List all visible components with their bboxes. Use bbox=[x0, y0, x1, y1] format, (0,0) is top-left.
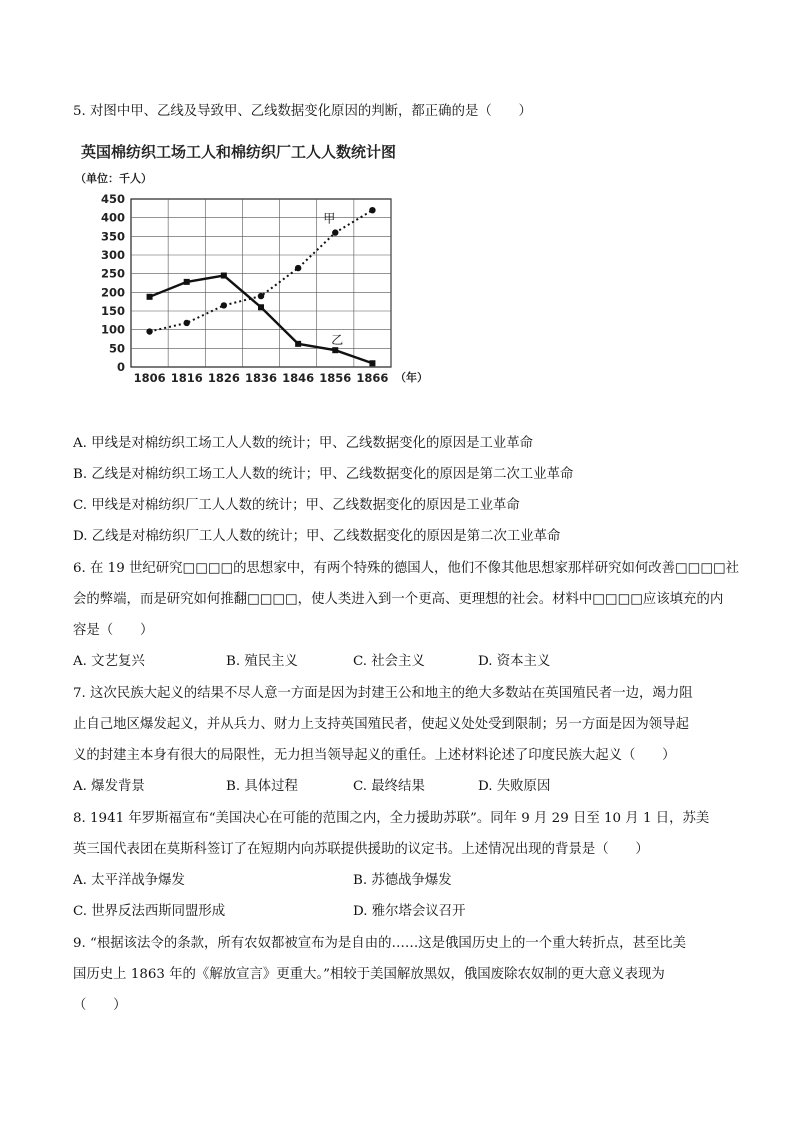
x-tick-label: 1856 bbox=[319, 371, 352, 385]
y-tick-label: 350 bbox=[100, 229, 125, 244]
q8-option-a: A. 太平洋战争爆发 bbox=[73, 873, 185, 888]
series-line-1 bbox=[150, 210, 373, 331]
y-tick-label: 450 bbox=[100, 192, 125, 206]
x-tick-label: 1816 bbox=[170, 371, 203, 385]
q6-line-2: 会的弊端，而是研究如何推翻□□□□，使人类进入到一个更高、更理想的社会。材料中□□□□应该填充的内 bbox=[73, 592, 724, 607]
series-point bbox=[147, 294, 153, 300]
x-tick-label: 1846 bbox=[282, 371, 315, 385]
series-point bbox=[295, 265, 301, 271]
y-tick-label: 300 bbox=[100, 248, 125, 262]
y-tick-label: 0 bbox=[116, 360, 125, 374]
series-point bbox=[295, 341, 301, 347]
q8-option-c: C. 世界反法西斯同盟形成 bbox=[73, 904, 226, 919]
q8-option-b: B. 苏德战争爆发 bbox=[353, 873, 452, 888]
q5-stem: 5. 对图中甲、乙线及导致甲、乙线数据变化原因的判断，都正确的是（ ） bbox=[73, 104, 532, 119]
series-line-2 bbox=[150, 276, 373, 364]
q7-line-1: 7. 这次民族大起义的结果不尽人意一方面是因为封建王公和地主的绝大多数站在英国殖民者一边，竭力阻 bbox=[73, 686, 693, 701]
line-chart bbox=[73, 133, 433, 393]
series-point bbox=[332, 347, 338, 353]
series-name-label: 甲 bbox=[323, 211, 336, 226]
q7-option-d: D. 失败原因 bbox=[478, 779, 551, 794]
series-point bbox=[184, 320, 190, 326]
series-point bbox=[332, 229, 338, 235]
q5-option-c: C. 甲线是对棉纺织厂工人人数的统计；甲、乙线数据变化的原因是工业革命 bbox=[73, 498, 520, 513]
plot-frame bbox=[131, 199, 391, 367]
q5-option-d: D. 乙线是对棉纺织厂工人人数的统计；甲、乙线数据变化的原因是第二次工业革命 bbox=[73, 529, 561, 544]
q8-line-1: 8. 1941 年罗斯福宣布“美国决心在可能的范围之内，全力援助苏联”。同年 9 月 29 日至 10 月 1 日，苏美 bbox=[73, 811, 710, 826]
y-tick-label: 250 bbox=[100, 266, 125, 281]
q9-line-2: 国历史上 1863 年的《解放宣言》更重大。”相较于美国解放黑奴，俄国废除农奴制的更大意义表现为 bbox=[73, 967, 665, 982]
q6-option-b: B. 殖民主义 bbox=[226, 654, 298, 669]
chart-series bbox=[146, 207, 375, 366]
series-point bbox=[369, 207, 375, 213]
q8-line-2: 英三国代表团在莫斯科签订了在短期内向苏联提供援助的议定书。上述情况出现的背景是（ ） bbox=[73, 842, 649, 857]
series-point bbox=[258, 293, 264, 299]
q7-line-2: 止自己地区爆发起义，并从兵力、财力上支持英国殖民者，使起义处处受到限制；另一方面是因为领导起 bbox=[73, 717, 689, 732]
chart-axes bbox=[131, 199, 391, 367]
q7-option-c: C. 最终结果 bbox=[353, 779, 425, 794]
chart-title: 英国棉纺织工场工人和棉纺织厂工人人数统计图 bbox=[81, 143, 397, 161]
chart-unit-label: （单位：千人） bbox=[75, 172, 152, 185]
series-name-label: 乙 bbox=[331, 333, 344, 348]
q7-option-a: A. 爆发背景 bbox=[73, 779, 145, 794]
series-point bbox=[221, 302, 227, 308]
x-tick-label: 1836 bbox=[244, 371, 278, 385]
q8-option-d: D. 雅尔塔会议召开 bbox=[353, 904, 466, 919]
x-tick-label: 1806 bbox=[133, 371, 166, 385]
q6-option-c: C. 社会主义 bbox=[353, 654, 425, 669]
chart-ticks bbox=[101, 192, 388, 385]
x-tick-label: 1826 bbox=[207, 371, 240, 385]
series-point bbox=[369, 360, 375, 366]
y-tick-label: 100 bbox=[100, 322, 125, 337]
series-point bbox=[258, 304, 264, 310]
x-axis-label: （年） bbox=[395, 371, 428, 384]
q6-option-d: D. 资本主义 bbox=[478, 654, 551, 669]
y-tick-label: 50 bbox=[108, 341, 125, 356]
q6-option-a: A. 文艺复兴 bbox=[73, 654, 145, 669]
series-point bbox=[221, 273, 227, 279]
q7-line-3: 义的封建主本身有很大的局限性，无力担当领导起义的重任。上述材料论述了印度民族大起义（ ） bbox=[73, 748, 676, 763]
q6-line-1: 6. 在 19 世纪研究□□□□的思想家中，有两个特殊的德国人，他们不像其他思想家那样研究如何改善□□□□社 bbox=[73, 561, 740, 576]
q5-option-b: B. 乙线是对棉纺织工场工人人数的统计；甲、乙线数据变化的原因是第二次工业革命 bbox=[73, 467, 574, 482]
q9-line-3: （ ） bbox=[73, 998, 127, 1013]
q5-option-a: A. 甲线是对棉纺织工场工人人数的统计；甲、乙线数据变化的原因是工业革命 bbox=[73, 436, 534, 451]
q9-line-1: 9. “根据该法令的条款，所有农奴都被宣布为是自由的……这是俄国历史上的一个重大转折点，甚至比美 bbox=[73, 936, 687, 951]
series-point bbox=[146, 328, 152, 334]
y-tick-label: 400 bbox=[100, 210, 125, 225]
y-tick-label: 200 bbox=[100, 285, 125, 300]
y-tick-label: 150 bbox=[100, 304, 125, 318]
series-point bbox=[184, 279, 190, 285]
q7-option-b: B. 具体过程 bbox=[226, 779, 298, 794]
q6-line-3: 容是（ ） bbox=[73, 623, 154, 638]
x-tick-label: 1866 bbox=[356, 371, 389, 385]
